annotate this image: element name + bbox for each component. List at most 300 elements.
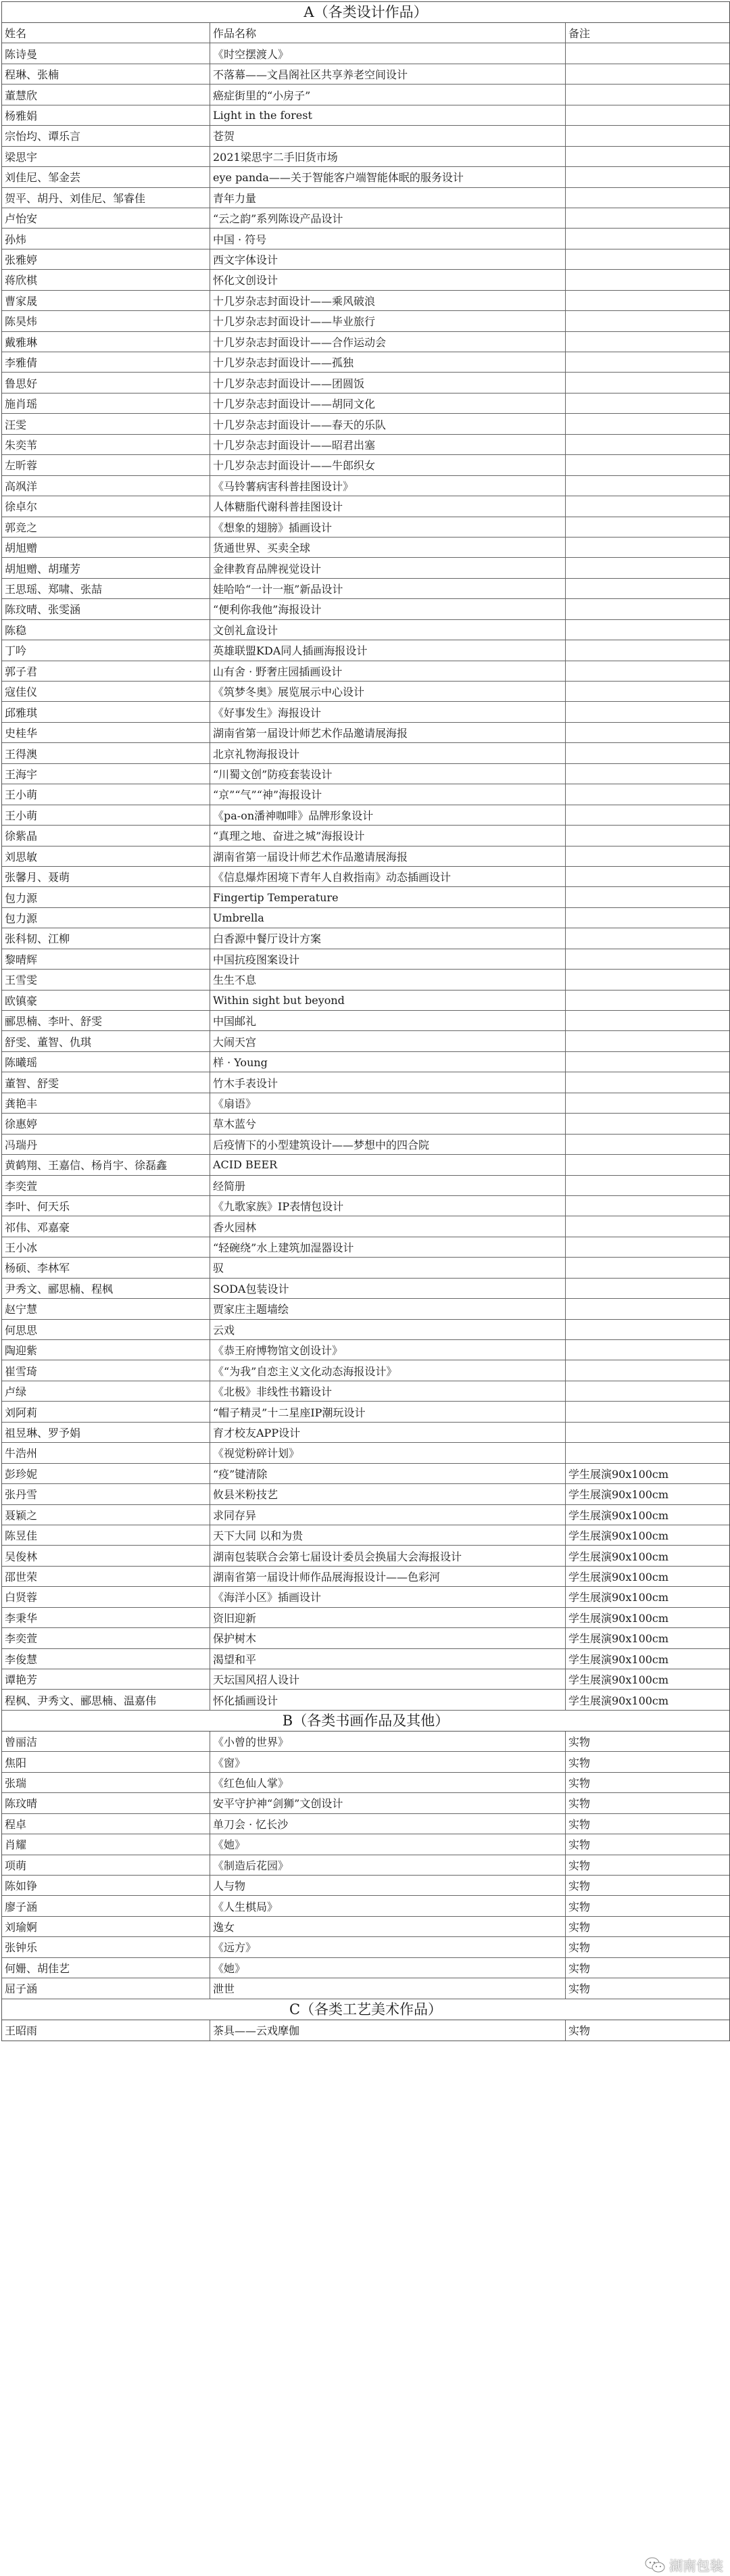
work-title-cell: 《马铃薯病害科普挂图设计》	[210, 476, 566, 496]
work-title-cell: 白香源中餐厅设计方案	[210, 928, 566, 948]
remark-cell: 实物	[568, 1797, 591, 1811]
remark-cell	[566, 805, 729, 825]
work-title-cell: 中国邮礼	[210, 1011, 566, 1030]
remark-cell	[566, 928, 729, 948]
remark-cell	[566, 373, 729, 392]
work-title-cell: “帽子精灵”十二星座IP潮玩设计	[210, 1402, 566, 1421]
remark-cell	[566, 496, 729, 516]
table-row	[2, 558, 729, 578]
work-title-cell: 苍贺	[210, 126, 566, 145]
work-title-cell: 十几岁杂志封面设计——胡同文化	[210, 393, 566, 413]
remark-cell: 学生展演90x100cm	[568, 1529, 669, 1543]
name-cell: 邵世荣	[2, 1567, 210, 1586]
remark-cell	[566, 64, 729, 84]
remark-cell	[566, 517, 729, 537]
remark-cell	[566, 764, 729, 784]
work-title-cell: 茶具——云戏摩伽	[210, 2020, 566, 2041]
work-title-cell: 《她》	[210, 1958, 566, 1978]
table-row	[2, 1567, 729, 1587]
name-cell: 寇佳仪	[2, 682, 210, 701]
section-title: C（各类工艺美术作品）	[2, 1999, 729, 2020]
name-cell: 吴俊林	[2, 1546, 210, 1565]
name-cell: 舒雯、董智、仇琪	[2, 1031, 210, 1051]
remark-cell: 实物	[568, 1736, 591, 1749]
remark-cell: 实物	[568, 1982, 591, 1996]
table-row	[2, 1793, 729, 1813]
work-title-cell: 十几岁杂志封面设计——乘风破浪	[210, 291, 566, 310]
remark-cell	[566, 1258, 729, 1277]
remark-cell	[566, 1176, 729, 1195]
name-cell: 王小萌	[2, 784, 210, 804]
table-row	[2, 352, 729, 373]
remark-cell	[566, 311, 729, 331]
remark-cell	[566, 249, 729, 269]
remark-cell	[566, 126, 729, 145]
work-title-cell: 怀化插画设计	[210, 1690, 566, 1709]
work-title-cell: 十几岁杂志封面设计——牛郎织女	[210, 455, 566, 475]
table-row	[2, 167, 729, 187]
table-row	[2, 64, 729, 85]
table-row	[2, 208, 729, 229]
remark-cell	[566, 229, 729, 248]
table-row	[2, 538, 729, 558]
table-row	[2, 620, 729, 640]
table-row	[2, 105, 729, 126]
name-cell: 宗怡均、谭乐言	[2, 126, 210, 145]
name-cell: 董智、舒雯	[2, 1072, 210, 1092]
remark-cell	[566, 846, 729, 866]
work-title-cell: 逸女	[210, 1917, 566, 1936]
name-cell: 李雅倩	[2, 352, 210, 372]
work-title-cell: 湖南省第一届设计师艺术作品邀请展海报	[210, 723, 566, 742]
work-title-cell: 生生不息	[210, 970, 566, 989]
table-row	[2, 43, 729, 64]
table-row	[2, 1320, 729, 1340]
name-cell: 郦思楠、李叶、舒雯	[2, 1011, 210, 1030]
work-title-cell: 天下大同 以和为贵	[210, 1525, 566, 1545]
table-row	[2, 805, 729, 826]
table-row	[2, 1423, 729, 1443]
name-cell: 谭艳芳	[2, 1669, 210, 1689]
remark-cell: 实物	[568, 1880, 591, 1893]
table-row	[2, 1155, 729, 1175]
work-title-cell: 2021梁思宇二手旧货市场	[210, 147, 566, 166]
table-row	[2, 1381, 729, 1402]
table-row	[2, 455, 729, 475]
table-row	[2, 1443, 729, 1463]
remark-cell	[566, 1340, 729, 1360]
table-row	[2, 1052, 729, 1072]
remark-cell	[566, 1423, 729, 1442]
remark-cell	[566, 476, 729, 496]
name-cell: 杨雅娟	[2, 105, 210, 125]
name-cell: 梁思宇	[2, 147, 210, 166]
name-cell: 程琳、张楠	[2, 64, 210, 84]
name-cell: 李秉华	[2, 1608, 210, 1627]
name-cell: 曹家晟	[2, 291, 210, 310]
table-row	[2, 1669, 729, 1690]
work-title-cell: Within sight but beyond	[210, 991, 566, 1010]
remark-cell	[566, 743, 729, 763]
remark-cell: 实物	[568, 1838, 591, 1852]
remark-cell: 学生展演90x100cm	[568, 1591, 669, 1604]
name-cell: 汪雯	[2, 414, 210, 433]
table-row	[2, 496, 729, 517]
name-cell: 陈昱佳	[2, 1525, 210, 1545]
table-row	[2, 723, 729, 743]
work-title-cell: 十几岁杂志封面设计——团圆饭	[210, 373, 566, 392]
name-cell: 刘阿莉	[2, 1402, 210, 1421]
work-title-cell: 《好事发生》海报设计	[210, 702, 566, 721]
remark-cell	[566, 1011, 729, 1030]
name-cell: 崔雪琦	[2, 1360, 210, 1380]
work-title-cell: “云之韵”系列陈设产品设计	[210, 208, 566, 228]
table-row	[2, 1690, 729, 1710]
table-row	[2, 682, 729, 702]
section-title: A（各类设计作品）	[2, 2, 729, 23]
work-title-cell: 英雄联盟KDA同人插画海报设计	[210, 640, 566, 660]
name-cell: 焦阳	[2, 1752, 210, 1771]
work-title-cell: 怀化文创设计	[210, 270, 566, 289]
table-row	[2, 373, 729, 393]
remark-cell	[566, 661, 729, 681]
name-cell: 程卓	[2, 1814, 210, 1834]
remark-cell	[566, 702, 729, 721]
work-title-cell: 《筑梦冬奥》展览展示中心设计	[210, 682, 566, 701]
work-title-cell: 《时空摆渡人》	[210, 43, 566, 63]
name-cell: 聂颖之	[2, 1505, 210, 1525]
table-row	[2, 846, 729, 867]
name-cell: 程枫、尹秀文、郦思楠、温嘉伟	[2, 1690, 210, 1709]
remark-cell: 学生展演90x100cm	[568, 1652, 669, 1666]
table-row	[2, 1525, 729, 1546]
table-row	[2, 1855, 729, 1876]
remark-cell: 学生展演90x100cm	[568, 1488, 669, 1502]
remark-cell	[566, 105, 729, 125]
table-row	[2, 1216, 729, 1237]
wechat-logo-icon	[645, 2556, 665, 2574]
work-title-cell: 湖南包装联合会第七届设计委员会换届大会海报设计	[210, 1546, 566, 1565]
remark-cell	[566, 1360, 729, 1380]
name-cell: 包力源	[2, 887, 210, 907]
work-title-cell: 湖南省第一届设计师艺术作品邀请展海报	[210, 846, 566, 866]
table-row	[2, 887, 729, 907]
remark-cell	[566, 1155, 729, 1174]
name-cell: 徐卓尔	[2, 496, 210, 516]
remark-cell	[566, 167, 729, 187]
remark-cell	[566, 887, 729, 907]
table-row	[2, 393, 729, 414]
work-title-cell: 《想象的翅膀》插画设计	[210, 517, 566, 537]
table-row	[2, 784, 729, 805]
remark-cell: 备注	[568, 27, 591, 41]
remark-cell	[566, 147, 729, 166]
remark-cell	[566, 1299, 729, 1318]
table-header-row	[2, 23, 729, 43]
name-cell: 蒋欣棋	[2, 270, 210, 289]
remark-cell	[566, 620, 729, 640]
name-cell: 曾丽洁	[2, 1732, 210, 1751]
name-cell: 黄鹤翔、王嘉信、杨肖宇、徐磊鑫	[2, 1155, 210, 1174]
remark-cell	[566, 414, 729, 433]
table-row	[2, 1135, 729, 1155]
work-title-cell: 《九歌家族》IP表情包设计	[210, 1196, 566, 1216]
name-cell: 鲁思好	[2, 373, 210, 392]
watermark	[645, 2555, 723, 2575]
table-row	[2, 702, 729, 722]
remark-cell	[566, 1279, 729, 1298]
remark-cell	[566, 1237, 729, 1257]
name-cell: 徐惠婷	[2, 1114, 210, 1133]
work-title-cell: 渴望和平	[210, 1649, 566, 1669]
work-title-cell: 《视觉粉碎计划》	[210, 1443, 566, 1462]
work-title-cell: 文创礼盒设计	[210, 620, 566, 640]
table-row	[2, 1628, 729, 1648]
name-cell: 陈玟晴	[2, 1793, 210, 1813]
name-cell: 陈昊炜	[2, 311, 210, 331]
table-row	[2, 949, 729, 970]
name-cell: 戴雅琳	[2, 332, 210, 352]
watermark-text: 湖南包装	[669, 2558, 723, 2574]
name-cell: 卢怡安	[2, 208, 210, 228]
remark-cell: 学生展演90x100cm	[568, 1611, 669, 1625]
work-title-cell: 《远方》	[210, 1937, 566, 1957]
work-title-cell: 人与物	[210, 1876, 566, 1895]
name-cell: 贺平、胡丹、刘佳尼、邹睿佳	[2, 188, 210, 208]
name-cell: 邱雅琪	[2, 702, 210, 721]
name-cell: 龚艳丰	[2, 1093, 210, 1113]
remark-cell	[566, 1114, 729, 1133]
work-title-cell: 金律教育品牌视觉设计	[210, 558, 566, 577]
table-row	[2, 1732, 729, 1752]
remark-cell: 学生展演90x100cm	[568, 1467, 669, 1481]
remark-cell	[566, 784, 729, 804]
remark-cell: 实物	[568, 1921, 591, 1934]
work-title-cell: 贾家庄主题墙绘	[210, 1299, 566, 1318]
work-title-cell: 香火园林	[210, 1216, 566, 1236]
name-cell: 孙炜	[2, 229, 210, 248]
work-title-cell: 山有舍 · 野奢庄园插画设计	[210, 661, 566, 681]
remark-cell	[566, 435, 729, 454]
work-title-cell: 《信息爆炸困境下青年人自救指南》动态插画设计	[210, 867, 566, 886]
name-cell: 张馨月、聂萌	[2, 867, 210, 886]
remark-cell	[566, 1320, 729, 1339]
work-title-cell: 攸县米粉技艺	[210, 1484, 566, 1504]
name-cell: 张丹雪	[2, 1484, 210, 1504]
table-row	[2, 1011, 729, 1031]
work-title-cell: Light in the forest	[210, 105, 566, 125]
remark-cell	[566, 1443, 729, 1462]
remark-cell	[566, 538, 729, 557]
name-cell: 李叶、何天乐	[2, 1196, 210, 1216]
work-title-cell: 草木蓝兮	[210, 1114, 566, 1133]
remark-cell: 学生展演90x100cm	[568, 1550, 669, 1563]
table-row	[2, 1649, 729, 1669]
name-cell: 何思思	[2, 1320, 210, 1339]
table-row	[2, 1958, 729, 1978]
remark-cell: 实物	[568, 1900, 591, 1913]
work-title-cell: “川蜀文创”防疫套装设计	[210, 764, 566, 784]
work-title-cell: 经简册	[210, 1176, 566, 1195]
work-title-cell: 不落幕——文昌阁社区共享养老空间设计	[210, 64, 566, 84]
remark-cell	[566, 1052, 729, 1072]
table-row	[2, 1402, 729, 1422]
table-row	[2, 1773, 729, 1793]
table-row	[2, 1505, 729, 1525]
work-title-cell: 作品名称	[210, 23, 566, 43]
table-row	[2, 599, 729, 619]
work-title-cell: 单刀会 · 忆长沙	[210, 1814, 566, 1834]
name-cell: 陈稳	[2, 620, 210, 640]
name-cell: 姓名	[2, 23, 210, 43]
remark-cell: 学生展演90x100cm	[568, 1632, 669, 1646]
name-cell: 廖子涵	[2, 1896, 210, 1915]
remark-cell	[566, 949, 729, 969]
work-title-cell: 竹木手表设计	[210, 1072, 566, 1092]
table-row	[2, 1876, 729, 1896]
remark-cell	[566, 393, 729, 413]
table-row	[2, 1917, 729, 1937]
remark-cell	[566, 599, 729, 619]
name-cell: 赵宁慧	[2, 1299, 210, 1318]
work-title-cell: 《pa-on潘神咖啡》品牌形象设计	[210, 805, 566, 825]
name-cell: 何姗、胡佳艺	[2, 1958, 210, 1978]
work-title-cell: Fingertip Temperature	[210, 887, 566, 907]
name-cell: 高飒洋	[2, 476, 210, 496]
work-title-cell: 后疫情下的小型建筑设计——梦想中的四合院	[210, 1135, 566, 1154]
remark-cell	[566, 558, 729, 577]
table-row	[2, 867, 729, 887]
work-title-cell: 《恭王府博物馆文创设计》	[210, 1340, 566, 1360]
work-title-cell: 《“为我”自恋主义文化动态海报设计》	[210, 1360, 566, 1380]
remark-cell	[566, 970, 729, 989]
name-cell: 刘佳尼、邹金芸	[2, 167, 210, 187]
remark-cell	[566, 455, 729, 475]
name-cell: 徐紫晶	[2, 826, 210, 845]
work-title-cell: 十几岁杂志封面设计——昭君出塞	[210, 435, 566, 454]
table-row	[2, 928, 729, 949]
work-title-cell: Umbrella	[210, 908, 566, 928]
name-cell: 尹秀文、郦思楠、程枫	[2, 1279, 210, 1298]
name-cell: 王得澳	[2, 743, 210, 763]
name-cell: 肖耀	[2, 1834, 210, 1854]
work-title-cell: 《海洋小区》插画设计	[210, 1587, 566, 1606]
name-cell: 胡旭赠、胡瑾芳	[2, 558, 210, 577]
name-cell: 屈子涵	[2, 1978, 210, 1998]
work-title-cell: 《窗》	[210, 1752, 566, 1771]
table-row	[2, 332, 729, 352]
table-row	[2, 1546, 729, 1566]
work-title-cell: 湖南省第一届设计师作品展海报设计——色彩河	[210, 1567, 566, 1586]
name-cell: 王昭雨	[2, 2020, 210, 2041]
remark-cell: 实物	[568, 1776, 591, 1790]
name-cell: 史桂华	[2, 723, 210, 742]
remark-cell	[566, 682, 729, 701]
name-cell: 黎晴辉	[2, 949, 210, 969]
remark-cell	[566, 1093, 729, 1113]
work-title-cell: 《制造后花园》	[210, 1855, 566, 1875]
table-row	[2, 1299, 729, 1319]
table-row	[2, 1176, 729, 1196]
work-title-cell: 天坛国风招人设计	[210, 1669, 566, 1689]
remark-cell	[566, 352, 729, 372]
name-cell: 刘思敏	[2, 846, 210, 866]
remark-cell	[566, 332, 729, 352]
remark-cell	[566, 867, 729, 886]
work-title-cell: 样 · Young	[210, 1052, 566, 1072]
table-row	[2, 1608, 729, 1628]
name-cell: 白贤蓉	[2, 1587, 210, 1606]
table-row	[2, 229, 729, 249]
name-cell: 王小冰	[2, 1237, 210, 1257]
remark-cell: 学生展演90x100cm	[568, 1673, 669, 1687]
table-row	[2, 1464, 729, 1484]
remark-cell: 学生展演90x100cm	[568, 1571, 669, 1584]
remark-cell	[566, 579, 729, 598]
name-cell: 冯瑞丹	[2, 1135, 210, 1154]
table-row	[2, 1072, 729, 1093]
name-cell: 李奕萱	[2, 1176, 210, 1195]
table-row	[2, 517, 729, 538]
remark-cell: 实物	[568, 1941, 591, 1955]
table-row	[2, 1031, 729, 1051]
table-row	[2, 661, 729, 682]
remark-cell	[566, 85, 729, 104]
name-cell: 包力源	[2, 908, 210, 928]
remark-cell	[566, 1216, 729, 1236]
name-cell: 陈玟晴、张雯涵	[2, 599, 210, 619]
work-title-cell: “轻碗绕”水上建筑加湿器设计	[210, 1237, 566, 1257]
table-row	[2, 1196, 729, 1216]
table-row	[2, 270, 729, 290]
work-title-cell: 青年力量	[210, 188, 566, 208]
remark-cell: 实物	[568, 1859, 591, 1872]
work-title-cell: 货通世界、买卖全球	[210, 538, 566, 557]
table-row	[2, 743, 729, 763]
table-row	[2, 1279, 729, 1299]
work-title-cell: eye panda——关于智能客户端智能体眠的服务设计	[210, 167, 566, 187]
name-cell: 朱奕苇	[2, 435, 210, 454]
remark-cell	[566, 188, 729, 208]
table-row	[2, 311, 729, 331]
table-row	[2, 1484, 729, 1504]
work-title-cell: 《北极》非线性书籍设计	[210, 1381, 566, 1401]
remark-cell	[566, 1196, 729, 1216]
name-cell: 王小萌	[2, 805, 210, 825]
table-row	[2, 764, 729, 784]
remark-cell	[566, 1072, 729, 1092]
table-row	[2, 85, 729, 105]
remark-cell: 学生展演90x100cm	[568, 1694, 669, 1707]
work-title-cell: “真理之地、奋进之城”海报设计	[210, 826, 566, 845]
table-row	[2, 1114, 729, 1134]
remark-cell	[566, 1402, 729, 1421]
table-row	[2, 1093, 729, 1114]
remark-cell	[566, 43, 729, 63]
name-cell: 陈如铮	[2, 1876, 210, 1895]
work-title-cell: 十几岁杂志封面设计——毕业旅行	[210, 311, 566, 331]
name-cell: 郭竞之	[2, 517, 210, 537]
work-title-cell: 大闹天宫	[210, 1031, 566, 1051]
table-row	[2, 2020, 729, 2041]
name-cell: 卢绿	[2, 1381, 210, 1401]
table-row	[2, 435, 729, 455]
name-cell: 董慧欣	[2, 85, 210, 104]
table-row	[2, 1752, 729, 1772]
name-cell: 王海宇	[2, 764, 210, 784]
work-title-cell: “便利你我他”海报设计	[210, 599, 566, 619]
work-title-cell: 中国抗疫图案设计	[210, 949, 566, 969]
